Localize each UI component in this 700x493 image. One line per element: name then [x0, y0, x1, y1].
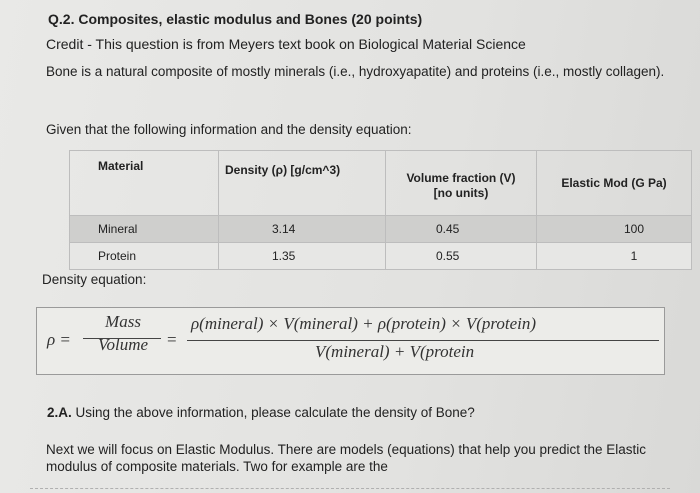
equation-lhs: ρ = — [47, 330, 71, 349]
cell-volume-fraction: 0.45 — [386, 216, 537, 243]
equals-sign: = — [167, 330, 177, 349]
cell-elastic-mod: 100 — [537, 216, 692, 243]
part-2a-question — [47, 405, 475, 420]
given-statement: Given that the following information and the density equation: — [46, 122, 412, 137]
cell-elastic-mod: 1 — [537, 243, 692, 270]
equation-fraction-bar — [187, 340, 659, 341]
header-density: Density (ρ) [g/cm^3) — [219, 151, 386, 216]
table-row — [70, 216, 692, 243]
table-row — [70, 243, 692, 270]
cell-material: Protein — [70, 243, 219, 270]
material-table — [69, 150, 692, 270]
header-volume-fraction-text: Volume fraction (V) [no units) — [406, 171, 516, 200]
cell-density: 3.14 — [219, 216, 386, 243]
mass-volume-fraction — [85, 312, 161, 355]
elastic-modulus-paragraph: Next we will focus on Elastic Modulus. There are models (equations) that help you predict the Elastic modulus of composite materials. Two for example are the — [46, 442, 647, 474]
equation-denominator: V(mineral) + V(protein — [315, 342, 475, 361]
question-credit: Credit - This question is from Meyers text book on Biological Material Science — [46, 36, 526, 52]
equation-numerator: ρ(mineral) × V(mineral) + ρ(protein) × V(protein) — [191, 314, 537, 333]
fraction-bar — [83, 338, 161, 339]
page-cut-line — [30, 488, 670, 489]
cell-material: Mineral — [70, 216, 219, 243]
density-equation-label: Density equation: — [42, 272, 147, 287]
fraction-numerator: Mass — [105, 312, 141, 331]
part-2a-label: 2.A. — [47, 405, 72, 420]
header-volume-fraction — [386, 151, 537, 216]
intro-paragraph: Bone is a natural composite of mostly minerals (i.e., hydroxyapatite) and proteins (i.e., mostly collagen). — [46, 64, 665, 79]
part-2a-text: Using the above information, please calculate the density of Bone? — [71, 405, 475, 420]
cell-density: 1.35 — [219, 243, 386, 270]
density-equation-box — [36, 307, 665, 375]
header-material: Material — [70, 151, 219, 216]
table-header-row — [70, 151, 692, 216]
header-elastic-mod: Elastic Mod (G Pa) — [537, 151, 692, 216]
fraction-denominator: Volume — [97, 335, 149, 354]
question-title: Q.2. Composites, elastic modulus and Bones (20 points) — [48, 11, 423, 27]
cell-volume-fraction: 0.55 — [386, 243, 537, 270]
